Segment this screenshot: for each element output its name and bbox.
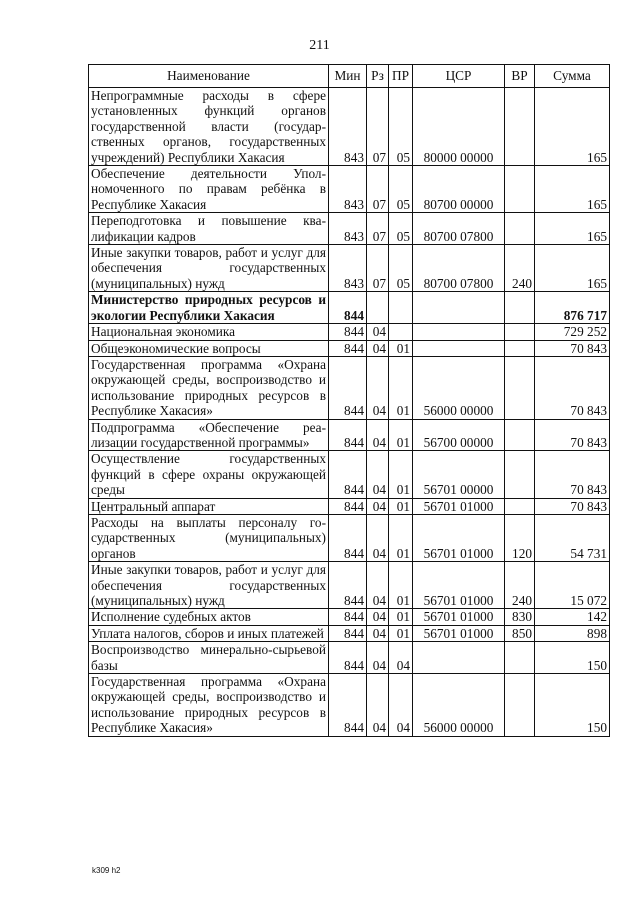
cell-min: 844 <box>329 419 367 451</box>
cell-sum: 876 717 <box>535 292 610 324</box>
cell-sum: 15 072 <box>535 562 610 609</box>
cell-rz: 04 <box>367 625 389 641</box>
cell-csr: 56000 00000 <box>413 674 505 737</box>
cell-vr: 240 <box>505 562 535 609</box>
cell-vr <box>505 419 535 451</box>
table-row <box>89 498 610 514</box>
cell-rz: 04 <box>367 356 389 419</box>
cell-rz: 04 <box>367 514 389 561</box>
cell-sum: 70 843 <box>535 451 610 498</box>
cell-csr: 80700 07800 <box>413 245 505 292</box>
cell-min: 844 <box>329 562 367 609</box>
cell-min: 844 <box>329 642 367 674</box>
cell-rz: 04 <box>367 642 389 674</box>
cell-name: Расходы на выплаты персоналу государственных (муниципальных) органов <box>89 514 329 561</box>
header-csr: ЦСР <box>413 65 505 88</box>
cell-csr: 80700 00000 <box>413 166 505 213</box>
cell-min: 843 <box>329 245 367 292</box>
cell-rz: 07 <box>367 88 389 166</box>
cell-pr: 01 <box>389 451 413 498</box>
table-row <box>89 213 610 245</box>
cell-name: Центральный аппарат <box>89 498 329 514</box>
cell-vr <box>505 674 535 737</box>
cell-rz: 04 <box>367 340 389 356</box>
cell-name: Иные закупки товаров, работ и услуг для обеспечения государственных (муниципальных) нужд <box>89 245 329 292</box>
cell-name: Воспроизводство минерально-сырьевой базы <box>89 642 329 674</box>
cell-rz: 04 <box>367 562 389 609</box>
cell-vr: 850 <box>505 625 535 641</box>
cell-vr <box>505 498 535 514</box>
cell-pr <box>389 292 413 324</box>
cell-vr <box>505 642 535 674</box>
cell-sum: 165 <box>535 245 610 292</box>
cell-rz: 07 <box>367 245 389 292</box>
table-row <box>89 419 610 451</box>
cell-name: Национальная экономика <box>89 324 329 340</box>
cell-min: 844 <box>329 324 367 340</box>
cell-sum: 70 843 <box>535 498 610 514</box>
cell-pr: 05 <box>389 213 413 245</box>
cell-sum: 165 <box>535 166 610 213</box>
cell-sum: 165 <box>535 88 610 166</box>
table-row <box>89 166 610 213</box>
cell-rz: 04 <box>367 674 389 737</box>
table-row <box>89 340 610 356</box>
cell-name: Исполнение судебных актов <box>89 609 329 625</box>
cell-rz: 04 <box>367 324 389 340</box>
cell-csr: 80000 00000 <box>413 88 505 166</box>
cell-pr: 05 <box>389 166 413 213</box>
table-row <box>89 245 610 292</box>
cell-csr: 80700 07800 <box>413 213 505 245</box>
cell-min: 844 <box>329 451 367 498</box>
table-header-row <box>89 65 610 88</box>
cell-pr: 01 <box>389 562 413 609</box>
table-row <box>89 88 610 166</box>
cell-name: Подпрограмма «Обеспечение реализации государственной программы» <box>89 419 329 451</box>
cell-csr: 56701 01000 <box>413 609 505 625</box>
cell-pr: 05 <box>389 245 413 292</box>
cell-vr <box>505 166 535 213</box>
cell-vr <box>505 292 535 324</box>
cell-csr: 56701 01000 <box>413 498 505 514</box>
cell-csr <box>413 642 505 674</box>
cell-min: 843 <box>329 213 367 245</box>
cell-sum: 70 843 <box>535 340 610 356</box>
table-row <box>89 514 610 561</box>
cell-min: 844 <box>329 498 367 514</box>
cell-min: 844 <box>329 356 367 419</box>
cell-vr <box>505 451 535 498</box>
cell-rz: 07 <box>367 213 389 245</box>
cell-pr: 04 <box>389 674 413 737</box>
table-row <box>89 451 610 498</box>
budget-table <box>88 64 610 737</box>
table-row <box>89 625 610 641</box>
cell-sum: 70 843 <box>535 419 610 451</box>
cell-csr <box>413 292 505 324</box>
cell-rz: 04 <box>367 419 389 451</box>
table-row <box>89 324 610 340</box>
cell-csr <box>413 324 505 340</box>
cell-rz: 04 <box>367 451 389 498</box>
cell-rz: 04 <box>367 498 389 514</box>
cell-name: Обеспечение деятельности Уполномоченного по правам ребёнка в Республике Хакасия <box>89 166 329 213</box>
cell-pr: 01 <box>389 356 413 419</box>
cell-vr: 240 <box>505 245 535 292</box>
cell-min: 844 <box>329 609 367 625</box>
cell-vr <box>505 340 535 356</box>
cell-sum: 150 <box>535 642 610 674</box>
cell-csr <box>413 340 505 356</box>
cell-min: 843 <box>329 88 367 166</box>
cell-pr <box>389 324 413 340</box>
table-row <box>89 642 610 674</box>
cell-csr: 56701 00000 <box>413 451 505 498</box>
table-row <box>89 292 610 324</box>
cell-min: 844 <box>329 292 367 324</box>
cell-min: 844 <box>329 514 367 561</box>
cell-min: 844 <box>329 340 367 356</box>
cell-pr: 01 <box>389 609 413 625</box>
cell-sum: 54 731 <box>535 514 610 561</box>
cell-vr <box>505 324 535 340</box>
cell-min: 844 <box>329 625 367 641</box>
cell-min: 844 <box>329 674 367 737</box>
cell-name: Переподготовка и повышение квалификации кадров <box>89 213 329 245</box>
cell-name: Государственная программа «Охрана окружающей среды, воспроизводство и использование природных ресурсов в Республике Хакасия» <box>89 674 329 737</box>
cell-name: Уплата налогов, сборов и иных платежей <box>89 625 329 641</box>
cell-csr: 56701 01000 <box>413 514 505 561</box>
cell-name: Министерство природных ресурсов и экологии Республики Хакасия <box>89 292 329 324</box>
cell-csr: 56700 00000 <box>413 419 505 451</box>
cell-sum: 150 <box>535 674 610 737</box>
cell-vr: 830 <box>505 609 535 625</box>
table-row <box>89 674 610 737</box>
cell-csr: 56000 00000 <box>413 356 505 419</box>
cell-pr: 05 <box>389 88 413 166</box>
cell-sum: 898 <box>535 625 610 641</box>
cell-pr: 01 <box>389 498 413 514</box>
cell-sum: 142 <box>535 609 610 625</box>
cell-pr: 01 <box>389 625 413 641</box>
page-number: 211 <box>309 38 330 53</box>
header-rz: Рз <box>367 65 389 88</box>
cell-rz <box>367 292 389 324</box>
cell-pr: 01 <box>389 419 413 451</box>
table-row <box>89 562 610 609</box>
cell-vr <box>505 213 535 245</box>
cell-pr: 01 <box>389 514 413 561</box>
cell-min: 843 <box>329 166 367 213</box>
cell-name: Непрограммные расходы в сфере установленных функций органов государственной власти (государственных органов, государственных учреждений) Республики Хакасия <box>89 88 329 166</box>
cell-vr: 120 <box>505 514 535 561</box>
cell-rz: 07 <box>367 166 389 213</box>
cell-name: Общеэкономические вопросы <box>89 340 329 356</box>
cell-sum: 70 843 <box>535 356 610 419</box>
cell-rz: 04 <box>367 609 389 625</box>
cell-vr <box>505 88 535 166</box>
cell-name: Государственная программа «Охрана окружающей среды, воспроизводство и использование природных ресурсов в Республике Хакасия» <box>89 356 329 419</box>
cell-csr: 56701 01000 <box>413 562 505 609</box>
cell-pr: 01 <box>389 340 413 356</box>
header-vr: ВР <box>505 65 535 88</box>
cell-sum: 729 252 <box>535 324 610 340</box>
cell-vr <box>505 356 535 419</box>
cell-name: Осуществление государственных функций в сфере охраны окружающей среды <box>89 451 329 498</box>
cell-sum: 165 <box>535 213 610 245</box>
table-row <box>89 356 610 419</box>
footer-code: k309 h2 <box>92 866 121 875</box>
header-sum: Сумма <box>535 65 610 88</box>
header-pr: ПР <box>389 65 413 88</box>
header-name: Наименование <box>89 65 329 88</box>
cell-pr: 04 <box>389 642 413 674</box>
cell-csr: 56701 01000 <box>413 625 505 641</box>
cell-name: Иные закупки товаров, работ и услуг для обеспечения государственных (муниципальных) нужд <box>89 562 329 609</box>
table-row <box>89 609 610 625</box>
header-min: Мин <box>329 65 367 88</box>
